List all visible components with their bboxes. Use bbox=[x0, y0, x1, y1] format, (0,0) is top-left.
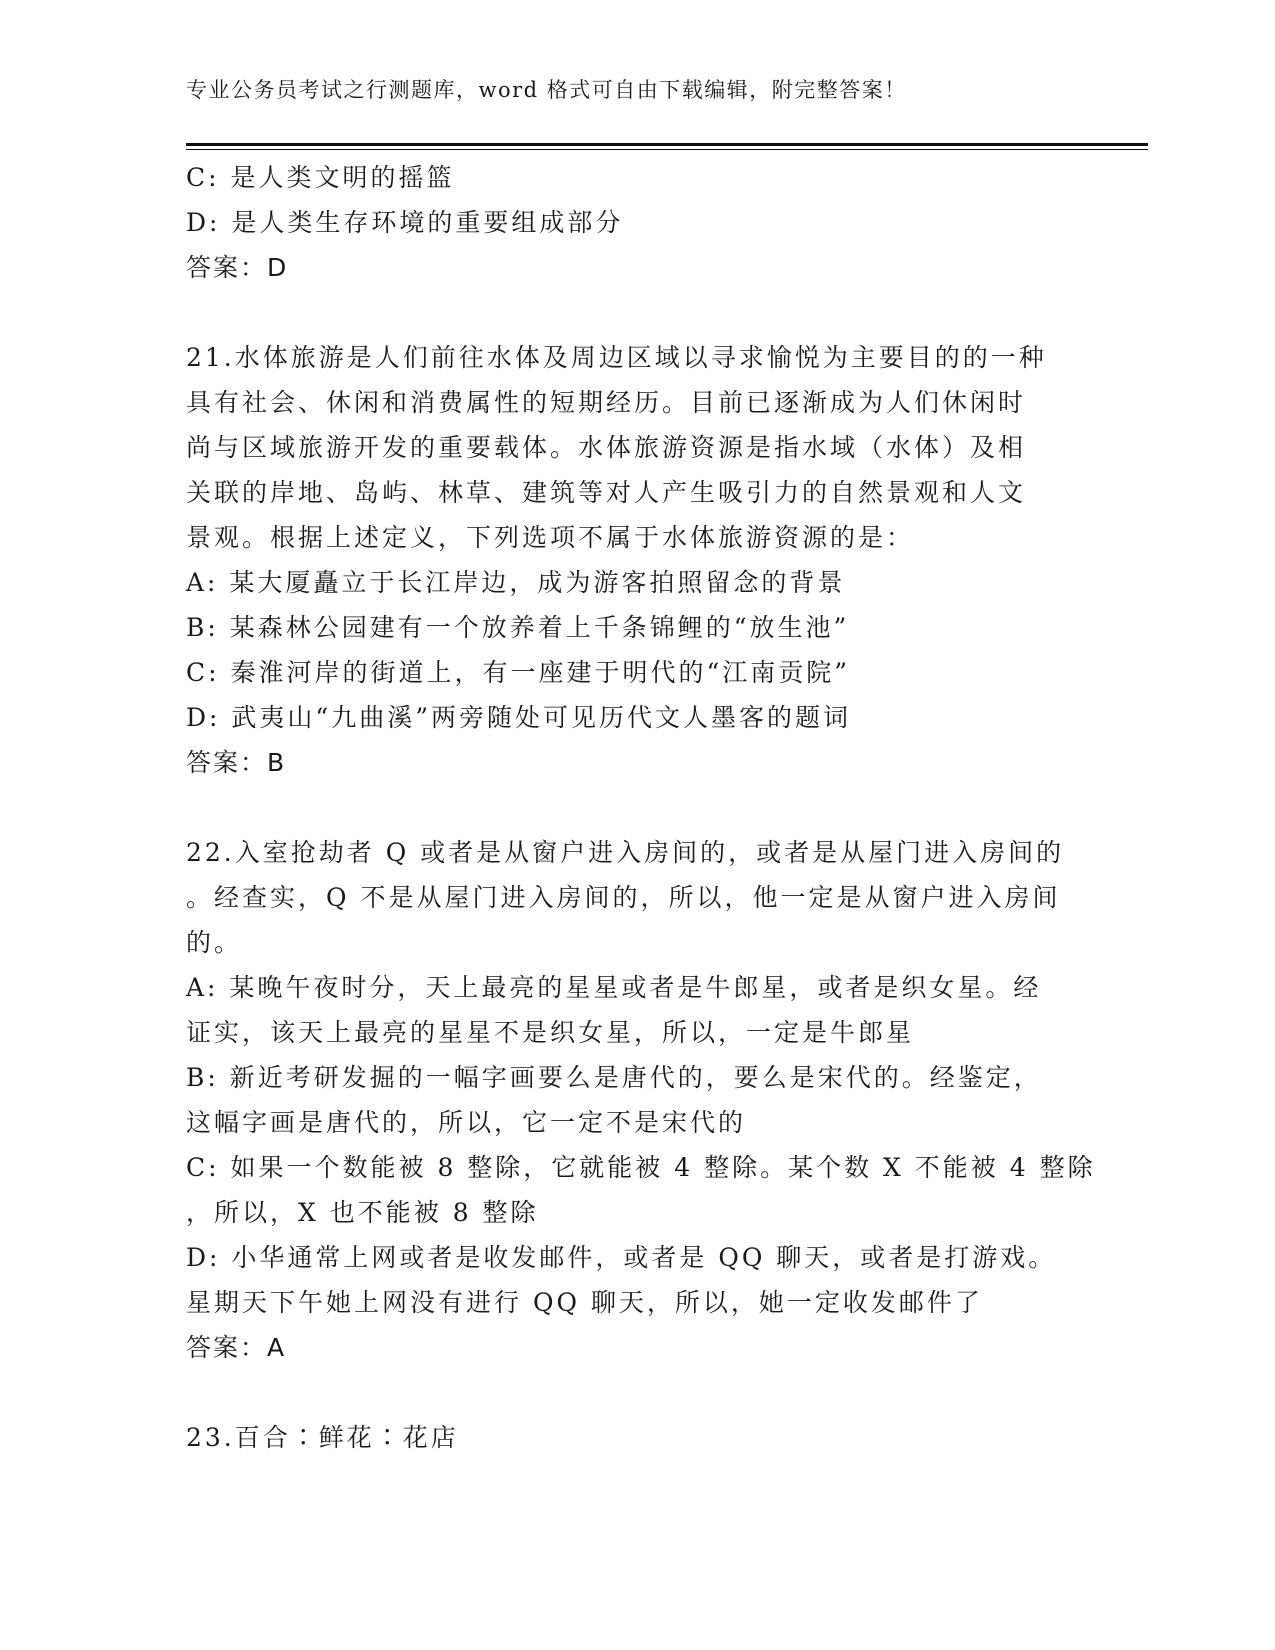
text-line: D: 小华通常上网或者是收发邮件，或者是 QQ 聊天，或者是打游戏。 bbox=[186, 1243, 1057, 1272]
text-line: 。经查实，Q 不是从屋门进入房间的，所以，他一定是从窗户进入房间 bbox=[186, 883, 1061, 912]
header-rule-thin bbox=[186, 149, 1148, 150]
answer-line: 答案：B bbox=[186, 748, 287, 777]
text-line: C: 如果一个数能被 8 整除，它就能被 4 整除。某个数 X 不能被 4 整除 bbox=[186, 1153, 1096, 1182]
text-line: 23.百合∶鲜花∶花店 bbox=[186, 1423, 459, 1452]
page-header: 专业公务员考试之行测题库，word 格式可自由下载编辑，附完整答案！ bbox=[186, 78, 907, 102]
block-gap bbox=[186, 290, 1086, 335]
block-gap bbox=[186, 785, 1086, 830]
answer-line: 答案：A bbox=[186, 1333, 287, 1362]
text-line: 尚与区域旅游开发的重要载体。水体旅游资源是指水域（水体）及相 bbox=[186, 433, 1027, 462]
text-line: C: 是人类文明的摇篮 bbox=[186, 163, 455, 192]
block-gap bbox=[186, 1370, 1086, 1415]
question-block bbox=[186, 335, 1086, 830]
text-line: 证实，该天上最亮的星星不是织女星，所以，一定是牛郎星 bbox=[186, 1018, 915, 1047]
text-line: 具有社会、休闲和消费属性的短期经历。目前已逐渐成为人们休闲时 bbox=[186, 388, 1027, 417]
question-content bbox=[186, 155, 1096, 1460]
question-block bbox=[186, 1415, 1086, 1460]
text-line: ，所以，X 也不能被 8 整除 bbox=[186, 1198, 539, 1227]
text-line: 21.水体旅游是人们前往水体及周边区域以寻求愉悦为主要目的的一种 bbox=[186, 343, 1047, 372]
text-line: B: 某森林公园建有一个放养着上千条锦鲤的“放生池” bbox=[186, 613, 850, 642]
text-line: 这幅字画是唐代的，所以，它一定不是宋代的 bbox=[186, 1108, 747, 1137]
text-line: C: 秦淮河岸的街道上，有一座建于明代的“江南贡院” bbox=[186, 658, 851, 687]
text-line: B: 新近考研发掘的一幅字画要么是唐代的，要么是宋代的。经鉴定， bbox=[186, 1063, 1042, 1092]
answer-line: 答案：D bbox=[186, 253, 289, 282]
question-block bbox=[186, 830, 1096, 1415]
text-line: 景观。根据上述定义，下列选项不属于水体旅游资源的是： bbox=[186, 523, 915, 552]
text-line: 的。 bbox=[186, 928, 243, 957]
header-rule-thick bbox=[186, 143, 1148, 146]
text-line: D: 武夷山“九曲溪”两旁随处可见历代文人墨客的题词 bbox=[186, 703, 851, 732]
text-line: 22.入室抢劫者 Q 或者是从窗户进入房间的，或者是从屋门进入房间的 bbox=[186, 838, 1065, 867]
continuation-block bbox=[186, 155, 1086, 335]
text-line: A: 某晚午夜时分，天上最亮的星星或者是牛郎星，或者是织女星。经 bbox=[186, 973, 1042, 1002]
text-line: A: 某大厦矗立于长江岸边，成为游客拍照留念的背景 bbox=[186, 568, 846, 597]
text-line: 关联的岸地、岛屿、林草、建筑等对人产生吸引力的自然景观和人文 bbox=[186, 478, 1027, 507]
text-line: D: 是人类生存环境的重要组成部分 bbox=[186, 208, 624, 237]
text-line: 星期天下午她上网没有进行 QQ 聊天，所以，她一定收发邮件了 bbox=[186, 1288, 983, 1317]
